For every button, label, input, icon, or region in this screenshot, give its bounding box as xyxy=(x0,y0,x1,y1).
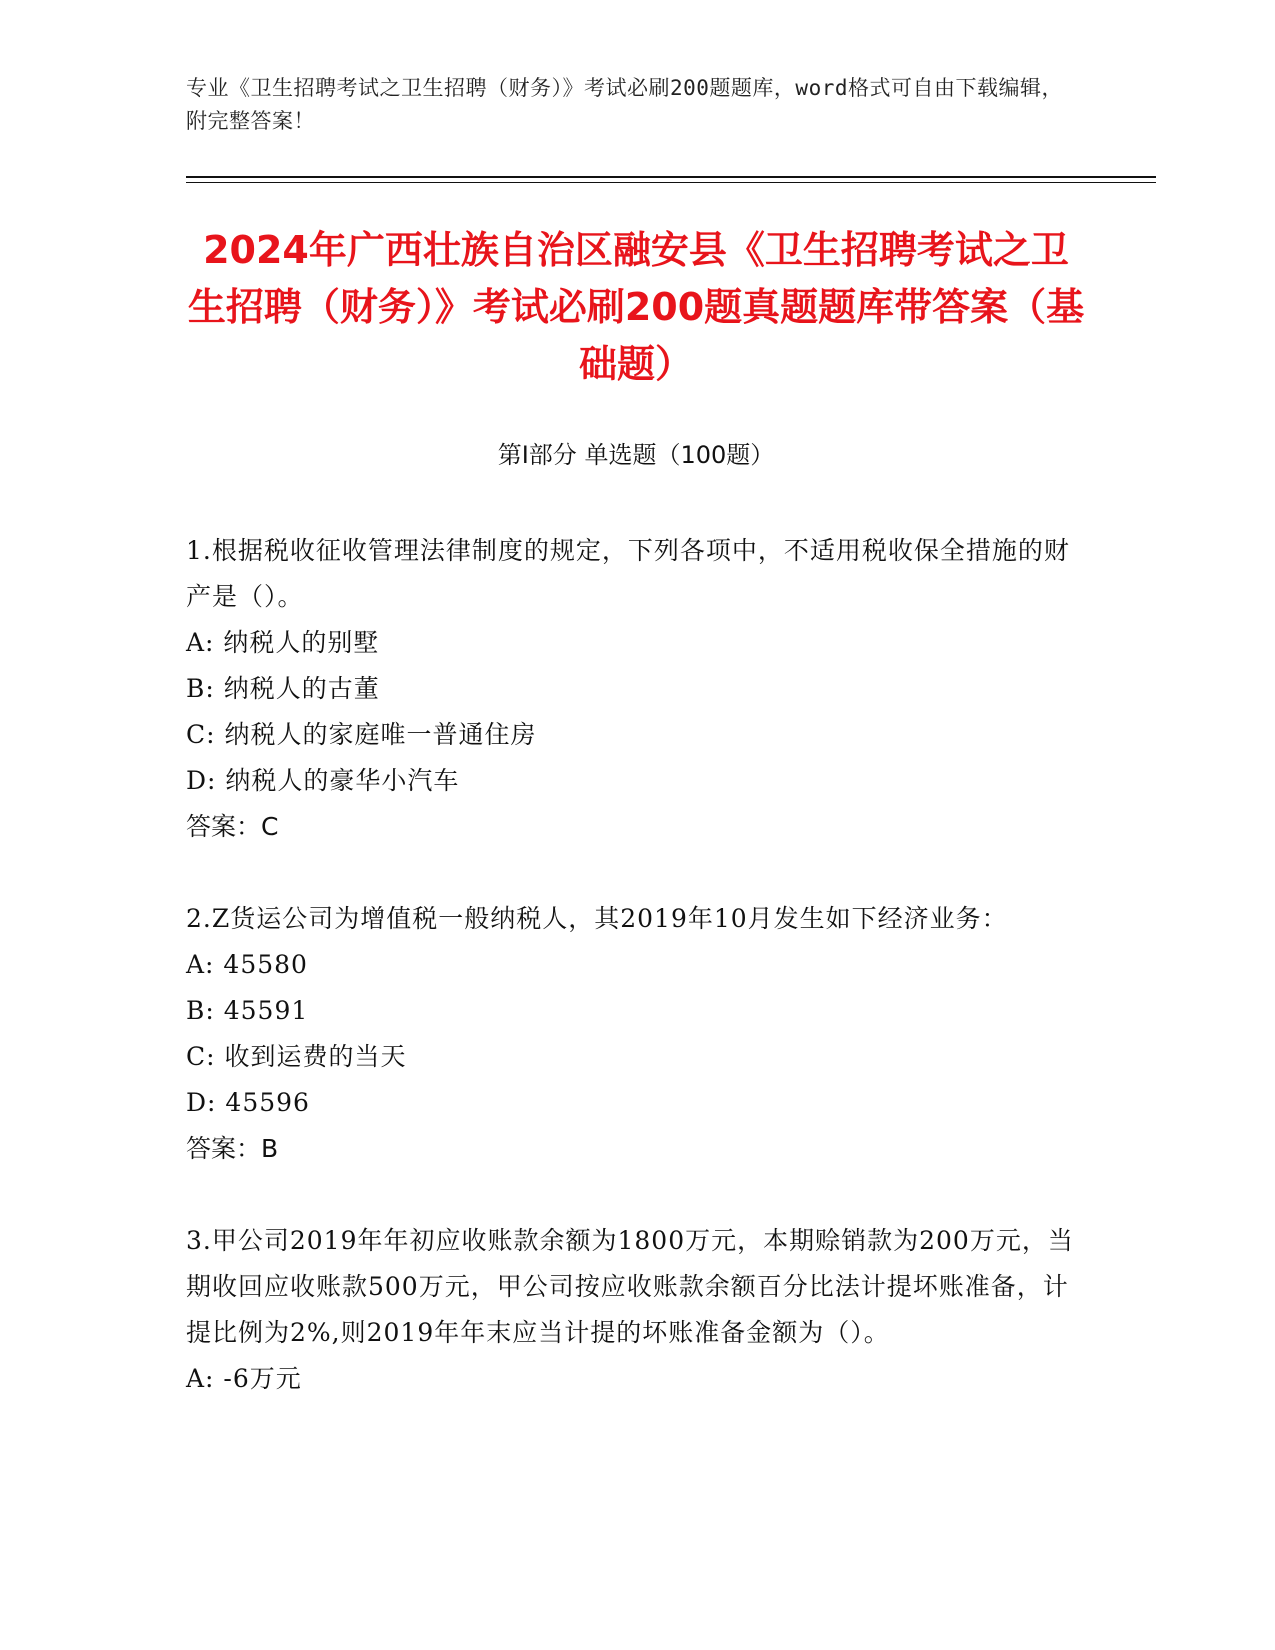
answer-line: 答案：B xyxy=(186,1134,279,1163)
question-list xyxy=(186,528,1086,1448)
section-title: 第I部分 单选题（100题） xyxy=(497,441,775,469)
option-b: B: 纳税人的古董 xyxy=(186,674,380,703)
document-title: 2024年广西壮族自治区融安县《卫生招聘考试之卫生招聘（财务）》考试必刷200题真题题库带答案（基础题） xyxy=(187,228,1085,386)
option-d: D: 纳税人的豪华小汽车 xyxy=(186,766,460,795)
header-divider-thick xyxy=(186,176,1156,178)
header-note: 专业《卫生招聘考试之卫生招聘（财务）》考试必刷200题题库，word格式可自由下载编辑，附完整答案！ xyxy=(186,76,1063,133)
option-d: D: 45596 xyxy=(186,1088,310,1117)
answer-line: 答案：C xyxy=(186,812,279,841)
option-a: A: 纳税人的别墅 xyxy=(186,628,380,657)
question-item xyxy=(186,896,1086,1172)
option-a: A: -6万元 xyxy=(186,1364,302,1393)
question-item xyxy=(186,528,1086,850)
option-c: C: 纳税人的家庭唯一普通住房 xyxy=(186,720,537,749)
option-c: C: 收到运费的当天 xyxy=(186,1042,407,1071)
option-a: A: 45580 xyxy=(186,950,308,979)
question-item xyxy=(186,1218,1086,1402)
question-stem: 2.Z货运公司为增值税一般纳税人，其2019年10月发生如下经济业务： xyxy=(186,904,1008,933)
question-stem: 3.甲公司2019年年初应收账款余额为1800万元，本期赊销款为200万元，当期收回应收账款500万元，甲公司按应收账款余额百分比法计提坏账准备，计提比例为2%,则2019年年末应当计提的坏账准备金额为（）。 xyxy=(186,1226,1074,1347)
question-stem: 1.根据税收征收管理法律制度的规定，下列各项中，不适用税收保全措施的财产是（）。 xyxy=(186,536,1070,611)
header-divider-thin xyxy=(186,182,1156,183)
option-b: B: 45591 xyxy=(186,996,309,1025)
